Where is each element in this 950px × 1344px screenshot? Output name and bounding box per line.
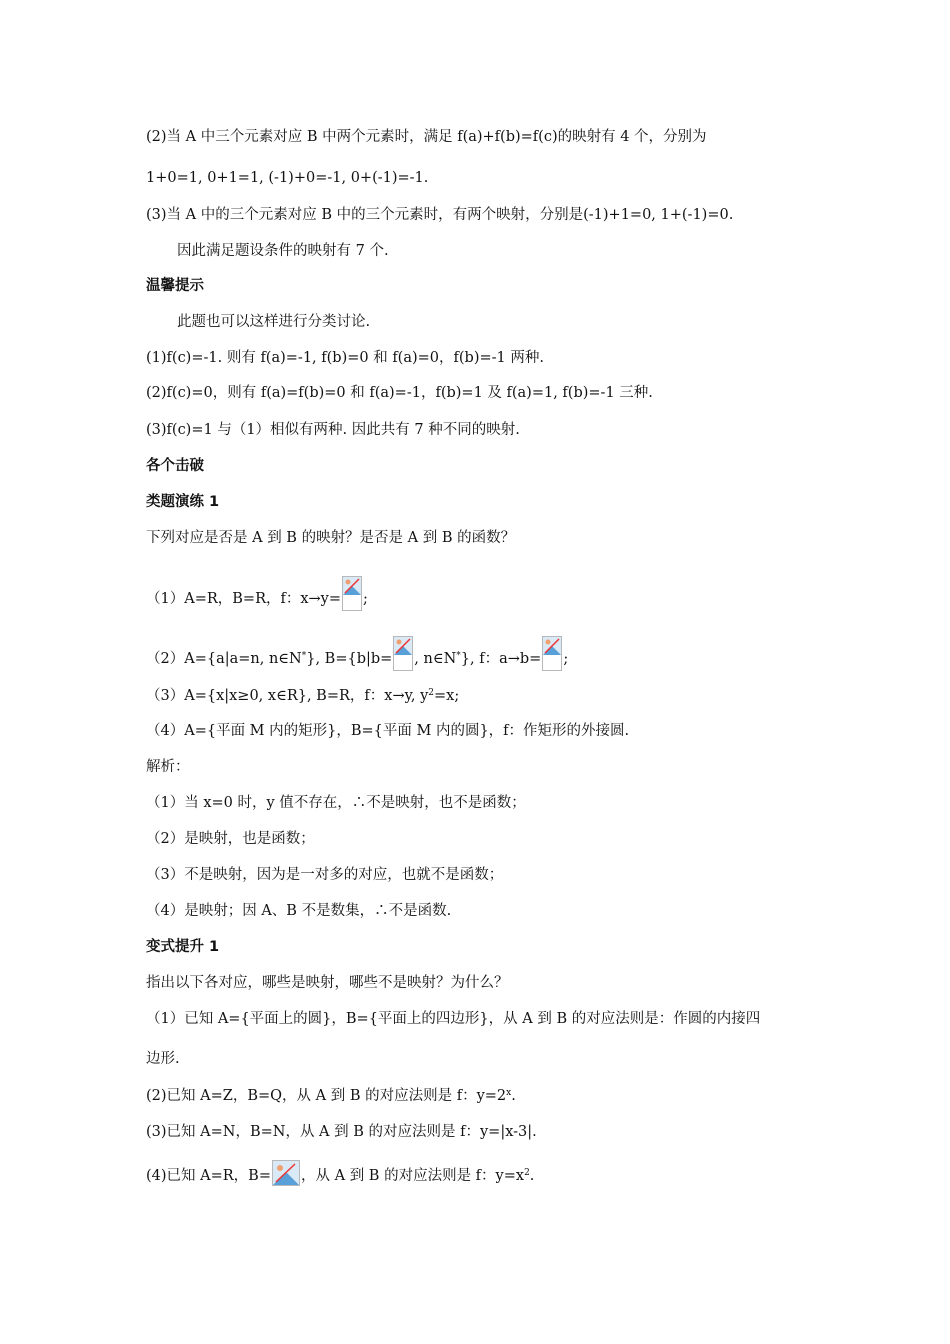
section-heading: 各个击破 bbox=[146, 458, 204, 474]
text-line bbox=[146, 1160, 534, 1186]
text-span: ; bbox=[363, 591, 368, 607]
text-line: (2)f(c)=0，则有 f(a)=f(b)=0 和 f(a)=-1，f(b)=1 及 f(a)=1, f(b)=-1 三种. bbox=[146, 385, 653, 401]
text-span: . bbox=[529, 1168, 535, 1184]
superscript: * bbox=[301, 651, 307, 661]
solution-line: （1）当 x=0 时，y 值不存在，∴不是映射，也不是函数； bbox=[146, 795, 526, 811]
section-heading: 类题演练 1 bbox=[146, 494, 220, 510]
text-span: (4)已知 A=R，B= bbox=[146, 1168, 271, 1184]
text-span: ，从 A 到 B 的对应法则是 f：y=x bbox=[301, 1168, 525, 1184]
text-span: ; bbox=[563, 651, 569, 667]
superscript: * bbox=[456, 651, 461, 661]
superscript: 2 bbox=[524, 1168, 530, 1178]
text-line: (3)f(c)=1 与（1）相似有两种. 因此共有 7 种不同的映射. bbox=[146, 422, 520, 438]
section-heading: 变式提升 1 bbox=[146, 939, 220, 955]
text-line: 下列对应是否是 A 到 B 的映射？是否是 A 到 B 的函数？ bbox=[146, 530, 516, 546]
superscript: x bbox=[506, 1088, 512, 1098]
broken-image-icon bbox=[393, 636, 413, 671]
broken-image-icon bbox=[542, 636, 562, 671]
text-span: =x; bbox=[434, 688, 460, 704]
text-span: （3）A={x|x≥0, x∈R}, B=R，f：x→y, y bbox=[146, 688, 429, 704]
text-span: （1）A=R，B=R，f：x→y= bbox=[146, 591, 342, 607]
broken-image-icon bbox=[272, 1160, 300, 1186]
text-line: 因此满足题设条件的映射有 7 个. bbox=[177, 243, 389, 259]
text-line: (2)当 A 中三个元素对应 B 中两个元素时，满足 f(a)+f(b)=f(c)的映射有 4 个，分别为 bbox=[146, 129, 707, 145]
section-heading: 温馨提示 bbox=[146, 278, 204, 294]
text-line: 此题也可以这样进行分类讨论. bbox=[177, 314, 371, 330]
text-line: (3)当 A 中的三个元素对应 B 中的三个元素时，有两个映射，分别是(-1)+1=0, 1+(-1)=0. bbox=[146, 207, 734, 223]
text-span: }, B={b|b= bbox=[306, 651, 393, 667]
text-line: （1）已知 A={平面上的圆}，B={平面上的四边形}，从 A 到 B 的对应法则是：作圆的内接四 bbox=[146, 1011, 761, 1027]
question-line bbox=[146, 636, 568, 671]
question-line: （4）A={平面 M 内的矩形}，B={平面 M 内的圆}，f：作矩形的外接圆. bbox=[146, 723, 630, 739]
text-span: , n∈N bbox=[414, 651, 457, 667]
text-span: (2)已知 A=Z，B=Q，从 A 到 B 的对应法则是 f：y=2 bbox=[146, 1088, 507, 1104]
superscript: 2 bbox=[428, 688, 435, 698]
text-line bbox=[146, 1086, 516, 1106]
broken-image-icon bbox=[342, 576, 362, 611]
question-line bbox=[146, 576, 368, 611]
solution-line: （3）不是映射，因为是一对多的对应，也就不是函数； bbox=[146, 867, 504, 883]
text-line: (1)f(c)=-1. 则有 f(a)=-1, f(b)=0 和 f(a)=0，f(b)=-1 两种. bbox=[146, 350, 544, 366]
text-line: 边形. bbox=[146, 1051, 180, 1067]
text-line: 解析： bbox=[146, 759, 190, 775]
question-line bbox=[146, 686, 459, 706]
text-line: 1+0=1, 0+1=1, (-1)+0=-1, 0+(-1)=-1. bbox=[146, 170, 429, 186]
text-span: （2）A={a|a=n, n∈N bbox=[146, 651, 302, 667]
text-line: (3)已知 A=N，B=N，从 A 到 B 的对应法则是 f：y=|x-3|. bbox=[146, 1124, 537, 1140]
text-span: . bbox=[511, 1088, 516, 1104]
solution-line: （4）是映射；因 A、B 不是数集，∴不是函数. bbox=[146, 903, 452, 919]
text-span: }, f：a→b= bbox=[460, 651, 542, 667]
solution-line: （2）是映射，也是函数； bbox=[146, 831, 315, 847]
text-line: 指出以下各对应，哪些是映射，哪些不是映射？为什么？ bbox=[146, 975, 509, 991]
